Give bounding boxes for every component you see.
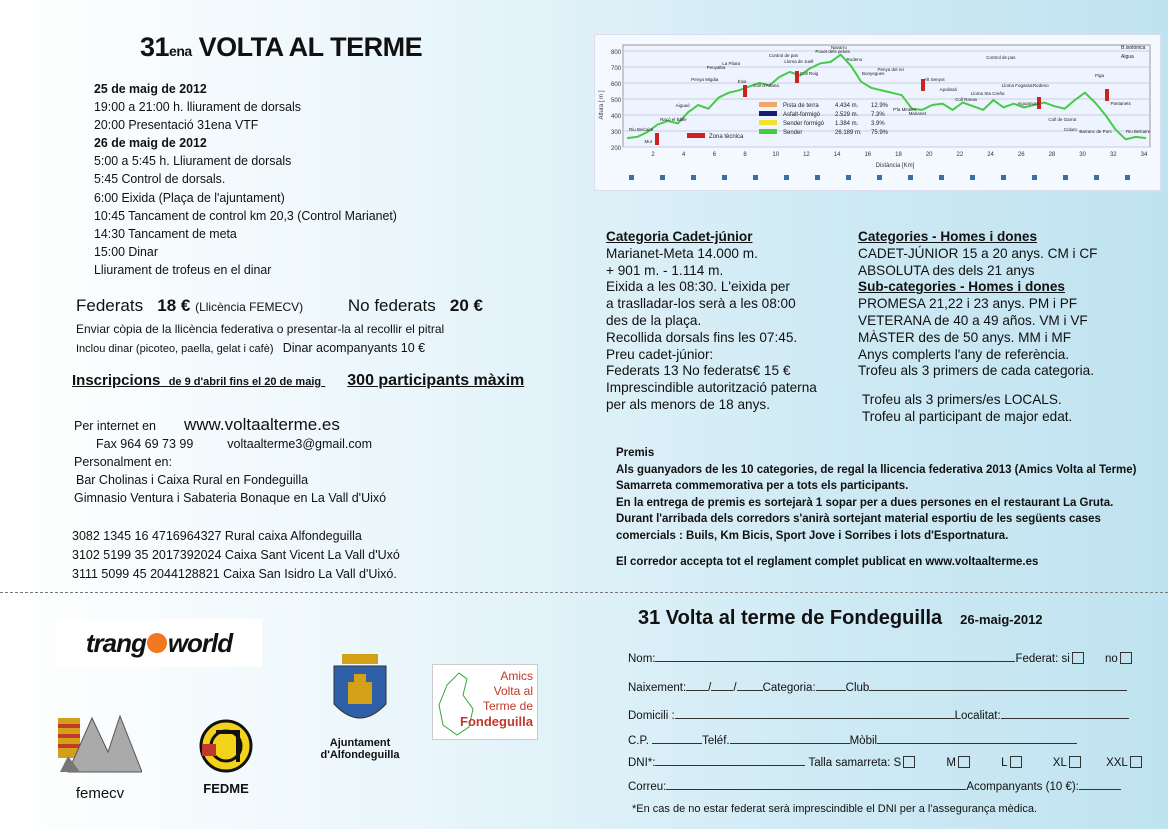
form-row-cp [628, 734, 1148, 747]
insc-label: Inscripcions [72, 372, 161, 389]
category-line: PROMESA 21,22 i 23 anys. PM i PF [858, 296, 1078, 312]
category-line: per als menors de 18 anys. [606, 396, 770, 412]
place-2: Gimnasio Ventura i Sabateria Bonaque en La Vall d'Uixó [74, 491, 387, 505]
participants-max: 300 participants màxim [347, 372, 525, 389]
club-field[interactable] [869, 681, 1127, 691]
elevation-profile [594, 34, 1161, 191]
amics-logo [432, 664, 538, 740]
place-label: Penya Migdia [691, 77, 719, 82]
x-tick-label: 2 [651, 152, 655, 158]
legend-pct: 75.9% [871, 130, 889, 136]
service-icon [660, 175, 665, 180]
naixement-label: Naixement: [628, 682, 687, 694]
service-icon [784, 175, 789, 180]
place-label: Mur [644, 139, 653, 144]
fax-text: Fax 964 69 73 99 [96, 437, 194, 451]
coat-of-arms-icon [308, 652, 412, 732]
amics-text [460, 669, 533, 729]
federat-no-checkbox[interactable] [1120, 652, 1132, 664]
zona-tecnica-swatch [687, 133, 705, 138]
form-title-text: 31 Volta al terme de Fondeguilla [638, 607, 943, 629]
x-tick-label: 8 [743, 152, 747, 158]
x-tick-label: 18 [895, 152, 902, 158]
size-m-label: M [946, 757, 956, 769]
telef-label: Teléf. [702, 735, 730, 747]
schedule-line: 25 de maig de 2012 [94, 81, 207, 96]
fedme-emblem-icon [190, 718, 262, 776]
zona-tecnica-marker [1105, 89, 1109, 101]
federat-si-checkbox[interactable] [1072, 652, 1084, 664]
schedule-line: 5:00 a 5:45 h. Lliurament de dorsals [94, 153, 292, 169]
service-icon [815, 175, 820, 180]
zona-tecnica-label: Zona tècnica [709, 134, 744, 140]
place-label: Aiguaó [675, 103, 690, 108]
legend-value: 4.434 m. [835, 103, 859, 109]
service-icon [1032, 175, 1037, 180]
schedule-line: 20:00 Presentació 31ena VTF [94, 117, 259, 133]
cadet-heading: Categoria Cadet-júnior [606, 229, 753, 244]
service-icon [970, 175, 975, 180]
birth-day-field[interactable] [686, 681, 708, 691]
dni-label: DNI*: [628, 757, 656, 769]
legend-pct: 3.9% [871, 121, 885, 127]
prizes-line: comercials : Buils, Km Bicis, Sport Jove i Sorribes i lots d'Esportnatura. [616, 527, 1009, 542]
legend-name: Sender [783, 130, 803, 136]
trango-dot-icon [147, 633, 167, 653]
category-line: Trofeu al participant de major edat. [862, 408, 1073, 424]
x-tick-label: 20 [925, 152, 933, 158]
localitat-label: Localitat: [954, 710, 1001, 722]
title-suffix: ena [169, 43, 192, 59]
x-tick-label: 4 [682, 152, 686, 158]
cp-field[interactable] [652, 734, 702, 744]
mobil-field[interactable] [877, 734, 1077, 744]
prizes-heading: Premis [616, 445, 655, 459]
x-tick-label: 16 [864, 152, 872, 158]
size-m-checkbox[interactable] [958, 756, 970, 768]
inscriptions-row [72, 372, 524, 390]
category-line: Trofeu als 3 primers/es LOCALS. [862, 392, 1062, 408]
service-icon [629, 175, 634, 180]
place-label: Marianet [908, 111, 927, 116]
nofed-label: No federats [347, 296, 436, 315]
place-label: Lloma de Juell [784, 59, 814, 64]
y-tick-label: 300 [610, 130, 621, 136]
contact-block [74, 416, 386, 507]
categoria-label: Categoria: [762, 682, 816, 694]
place-label: Pantanets [1110, 101, 1131, 106]
schedule-line: 14:30 Tancament de meta [94, 225, 237, 241]
category-line: a traslladar-los serà a les 08:00 [606, 296, 796, 312]
femecv-logo [58, 712, 142, 800]
legend-name: Asfalt-formigó [783, 112, 821, 118]
place-label: Alt Senyot [924, 77, 945, 82]
prizes-line [616, 543, 1136, 553]
place-label: Aiguamora [1017, 101, 1040, 106]
federat-no-label: no [1105, 653, 1118, 665]
size-s-label: S [893, 757, 902, 769]
place-label: Rodeno [846, 57, 863, 62]
category-line: ABSOLUTA des dels 21 anys [858, 262, 1035, 278]
legend-swatch [759, 120, 777, 125]
category-line: + 901 m. - 1.114 m. [606, 262, 724, 278]
amics-line-3: Terme de [482, 699, 533, 713]
bank-3: 3111 5099 45 2044128821 Caixa San Isidro La Vall d'Uixó. [72, 567, 397, 581]
place-label: Control de pas [768, 53, 799, 58]
category-line: Eixida a les 08:30. L'eixida per [606, 279, 790, 295]
categories-heading: Categories - Homes i dones [858, 229, 1038, 244]
legend-pct: 7.3% [871, 112, 885, 118]
prizes-line: En la entrega de premis es sortejarà 1 sopar per a dues persones en el restaurant La Gruta. [616, 494, 1114, 509]
schedule-line: 26 de maig de 2012 [94, 135, 207, 151]
place-label: Penyalba [706, 65, 726, 70]
email-link[interactable]: voltaalterme3@gmail.com [227, 437, 372, 451]
ajuntament-text: Ajuntament [329, 737, 391, 749]
place-label: Barranc de Porc [1079, 129, 1112, 134]
schedule-line: Lliurament de trofeus en el dinar [94, 261, 272, 277]
place-label: Navarro [830, 45, 847, 50]
form-row-nom [628, 652, 1148, 665]
bank-1: 3082 1345 16 4716964327 Rural caixa Alfondeguilla [72, 529, 362, 543]
x-tick-label: 6 [712, 152, 717, 158]
service-icon [753, 175, 758, 180]
x-tick-label: 28 [1048, 152, 1056, 158]
place-label: P'la Mirales [893, 107, 917, 112]
category-line: VETERANA de 40 a 49 años. VM i VF [858, 312, 1088, 328]
y-tick-label: 400 [610, 114, 621, 120]
size-l-label: L [1001, 757, 1008, 769]
localitat-field[interactable] [1001, 709, 1129, 719]
legend-swatch [759, 129, 777, 134]
legend-swatch [759, 102, 777, 107]
zona-tecnica-marker [743, 85, 747, 97]
x-tick-label: 10 [772, 152, 780, 158]
event-title [140, 32, 422, 63]
zona-tecnica-marker [655, 133, 659, 145]
icon-legend-label: B.isotònica [1121, 45, 1146, 51]
category-line: des de la plaça. [606, 312, 702, 328]
place-label: Coll Roig [799, 71, 819, 76]
telef-field[interactable] [730, 734, 850, 744]
place-label: La Pilara [722, 61, 740, 66]
place-label: Penya del rei [877, 67, 904, 72]
schedule-line: 10:45 Tancament de control km 20,3 (Control Marianet) [94, 207, 397, 223]
place-label: Colom [1063, 127, 1077, 132]
x-tick-label: 14 [833, 152, 841, 158]
size-l-checkbox[interactable] [1010, 756, 1022, 768]
service-icon [908, 175, 913, 180]
title-number: 31 [140, 32, 170, 62]
x-tick-label: 34 [1140, 152, 1148, 158]
place-label: Eixe [737, 79, 747, 84]
nom-field[interactable] [655, 652, 1015, 662]
schedule-line: 19:00 a 21:00 h. lliurament de dorsals [94, 99, 301, 115]
form-row-correu [628, 780, 1148, 793]
place-label: Coll de Garrut [1048, 117, 1077, 122]
place-label: Control de pas [986, 55, 1016, 60]
correu-label: Correu: [628, 781, 667, 793]
legend-value: 1.384 m. [835, 121, 859, 127]
federats-note: (Llicència FEMECV) [195, 300, 304, 314]
legend-value: 2.529 m. [835, 112, 859, 118]
prizes-line: Samarreta commemorativa per a tots els participants. [616, 478, 909, 492]
birth-year-field[interactable] [737, 681, 763, 691]
size-s-checkbox[interactable] [903, 756, 915, 768]
form-note: *En cas de no estar federat serà imprescindible el DNI per a l'assegurança mèdica. [632, 803, 1038, 815]
size-xl-checkbox[interactable] [1069, 756, 1081, 768]
internet-label: Per internet en [74, 419, 156, 433]
y-tick-label: 800 [610, 50, 621, 56]
amics-line-4: Fondeguilla [460, 714, 533, 729]
service-icon [877, 175, 882, 180]
x-axis-label: Distància [Km] [875, 163, 915, 169]
service-icon [722, 175, 727, 180]
prizes-block [616, 444, 1136, 570]
place-label: Piga [1094, 73, 1104, 78]
subcategories-heading: Sub-categories - Homes i dones [858, 279, 1065, 295]
y-tick-label: 600 [610, 82, 621, 88]
place-label: Riu Belcaire [1126, 129, 1151, 134]
title-text: VOLTA AL TERME [191, 32, 423, 62]
legend-name: Sender formigó [783, 121, 825, 127]
category-line: Preu cadet-júnior: [606, 346, 714, 362]
zona-tecnica-marker [795, 71, 799, 83]
bank-accounts [72, 527, 400, 584]
y-axis-label: Altura [ m ] [599, 90, 605, 120]
service-icon [939, 175, 944, 180]
place-label: Rodeno [1032, 83, 1049, 88]
elevation-chart [595, 35, 1162, 192]
service-icon [846, 175, 851, 180]
schedule-line: 15:00 Dinar [94, 243, 158, 259]
federat-si-label: Federat: si [1015, 653, 1070, 665]
includes-row [76, 341, 425, 355]
legend-value: 26.189 m. [835, 130, 862, 136]
amics-line-2: Volta al [493, 684, 533, 698]
prizes-line: Durant l'arribada dels corredors s'anirà sortejant material esportiu de les següents cases [616, 511, 1101, 525]
place-label: Lloma Fogassa [1001, 83, 1033, 88]
y-tick-label: 500 [610, 98, 621, 104]
place-label: Pouet dels peluts [815, 49, 850, 54]
send-copy-text: Enviar còpia de la llicència federativa o presentar-la al recollir el pitral [76, 322, 445, 336]
service-icon [691, 175, 696, 180]
x-tick-label: 30 [1079, 152, 1086, 158]
mobil-label: Mòbil [849, 735, 878, 747]
domicili-field[interactable] [675, 709, 955, 719]
world-text: world [167, 627, 233, 658]
trangoworld-logo [56, 619, 262, 667]
category-line: Marianet-Meta 14.000 m. [606, 245, 758, 261]
talla-label: Talla samarreta: [808, 757, 891, 769]
x-tick-label: 12 [803, 152, 810, 158]
fedme-text: FEDME [203, 781, 249, 796]
acompanyants-label: Acompanyants (10 €): [966, 781, 1079, 793]
schedule-line: 5:45 Control de dorsals. [94, 171, 226, 187]
categories-block [858, 229, 1097, 426]
x-tick-label: 32 [1109, 152, 1117, 158]
legend-pct: 12.9% [871, 103, 889, 109]
schedule [94, 80, 397, 279]
alfondeguilla-text: d'Alfondeguilla [320, 749, 400, 761]
place-label: Coll Ranas [955, 97, 978, 102]
service-icon [1001, 175, 1006, 180]
service-icon [1063, 175, 1068, 180]
club-label: Club [845, 682, 870, 694]
website-link[interactable]: www.voltaalterme.es [184, 415, 340, 434]
cp-label: C.P. [628, 735, 649, 747]
place-label: Coll d'Artana [753, 83, 779, 88]
dni-field[interactable] [655, 756, 805, 766]
place-1: Bar Cholinas i Caixa Rural en Fondeguilla [76, 473, 309, 487]
cut-line [0, 592, 1168, 593]
place-label: Lloma Sta Creña [970, 91, 1005, 96]
includes-text: Inclou dinar (picoteo, paella, gelat i cafè) [76, 343, 274, 355]
category-line: Recollida dorsals fins les 07:45. [606, 329, 798, 345]
place-label: Riu Belcaire [629, 127, 654, 132]
prizes-line: El corredor accepta tot el reglament complet publicat en www.voltaalterme.es [616, 554, 1039, 568]
size-xl-label: XL [1052, 757, 1067, 769]
prizes-line: Als guanyadors de les 10 categories, de regal la llicencia federativa 2013 (Amics Volta al Terme) [616, 461, 1137, 476]
bank-2: 3102 5199 35 2017392024 Caixa Sant Vicent La Vall d'Uxó [72, 548, 400, 562]
categoria-field[interactable] [816, 681, 846, 691]
x-tick-label: 24 [987, 152, 994, 158]
companion-text: Dinar acompanyants 10 € [282, 341, 426, 355]
category-line: Trofeu als 3 primers de cada categoria. [858, 363, 1094, 379]
cadet-junior-block [606, 229, 817, 414]
x-tick-label: 26 [1017, 152, 1025, 158]
category-line: Anys complerts l'any de referència. [858, 346, 1070, 362]
size-xxl-label: XXL [1106, 757, 1128, 769]
y-tick-label: 700 [610, 66, 621, 72]
correu-field[interactable] [666, 780, 966, 790]
service-icon [1094, 175, 1099, 180]
femecv-mountain-icon [58, 712, 142, 778]
federats-label: Federats [76, 296, 144, 315]
size-xxl-checkbox[interactable] [1130, 756, 1142, 768]
amics-line-1: Amics [500, 669, 533, 683]
acompanyants-field[interactable] [1079, 780, 1121, 790]
x-tick-label: 22 [956, 152, 964, 158]
federats-price: 18 € [157, 296, 191, 315]
legend-name: Pista de terra [783, 103, 819, 109]
insc-dates: de 9 d'abril fins el 20 de maig [168, 376, 322, 388]
fedme-logo [190, 718, 262, 796]
category-line: Federats 13 No federats€ 15 € [606, 363, 791, 379]
category-line: Imprescindible autorització paterna [606, 380, 817, 396]
nom-label: Nom: [628, 653, 656, 665]
category-line: CADET-JÚNIOR 15 a 20 anys. CM i CF [858, 245, 1098, 261]
form-row-dni [628, 756, 1148, 769]
form-date: 26-maig-2012 [960, 612, 1043, 627]
form-row-domicili [628, 709, 1148, 722]
nofed-price: 20 € [449, 296, 484, 315]
personal-label: Personalment en: [74, 455, 172, 469]
form-title [638, 607, 1043, 630]
icon-legend-label: Aigua [1121, 54, 1134, 60]
service-icon [1125, 175, 1130, 180]
femecv-text: femecv [75, 785, 125, 802]
category-line: MÀSTER des de 50 anys. MM i MF [858, 329, 1072, 345]
y-tick-label: 200 [610, 146, 621, 152]
legend-swatch [759, 111, 777, 116]
price-row [76, 296, 483, 316]
form-row-naix: Naixement: / / Categoria: Club [628, 681, 1148, 694]
ajuntament-logo [308, 652, 412, 761]
birth-month-field[interactable] [711, 681, 733, 691]
place-label: Apolinari [939, 87, 958, 92]
schedule-line: 6:00 Eixida (Plaça de l'ajuntament) [94, 189, 285, 205]
domicili-label: Domicili : [628, 710, 675, 722]
place-label: Racó el Bàlle [660, 117, 687, 122]
place-label: Bonyegues [861, 71, 885, 76]
trango-text: trang [85, 627, 146, 658]
